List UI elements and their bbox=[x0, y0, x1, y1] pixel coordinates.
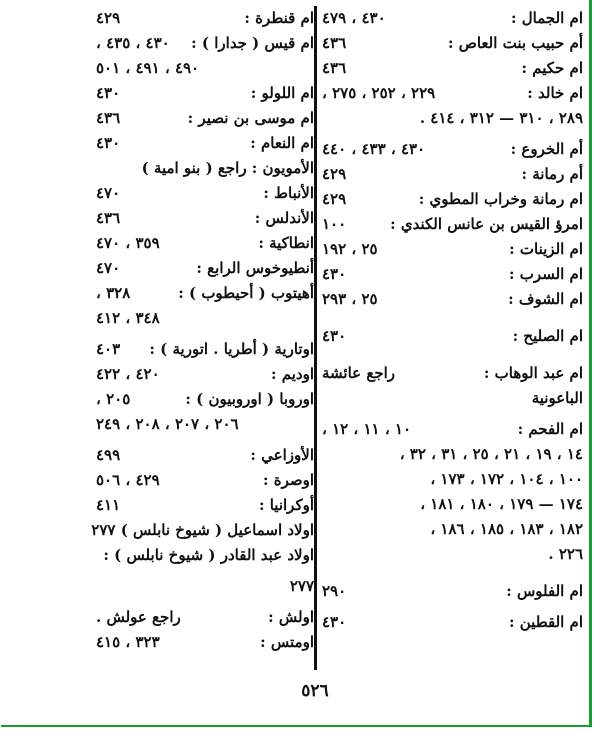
index-entry: الأندلس : ٤٣٦ bbox=[96, 209, 314, 227]
index-entry: ام رمانة وخراب المطوي : ٤٢٩ bbox=[322, 190, 583, 208]
index-entry: ام خالد : ٢٢٩ ، ٢٥٢ ، ٢٧٥ ، bbox=[322, 84, 583, 102]
index-entry: أم الخروع : ٤٣٠ ، ٤٣٣ ، ٤٤٠ bbox=[322, 140, 583, 158]
index-entry: اوتارية ( أطريا . اتورية ) : ٤٠٣ bbox=[96, 340, 314, 358]
index-entry: ام الجمال : ٤٣٠ ، ٤٧٩ bbox=[322, 9, 583, 27]
index-entry-continuation: ٣٤٨ ، ٤١٢ bbox=[96, 309, 160, 327]
index-entry: اوديم : ٤٢٠ ، ٤٢٢ bbox=[96, 365, 314, 383]
index-entry: اولش : راجع عولش . bbox=[96, 608, 314, 626]
index-entry: امرؤ القيس بن عانس الكندي : ١٠٠ bbox=[322, 215, 583, 233]
index-entry: ام موسى بن نصير : ٤٣٦ bbox=[96, 109, 314, 127]
index-entry: ام قيس ( جدارا ) : ٤٣٠ ، ٤٣٥ ، bbox=[96, 34, 314, 52]
page-number: ٥٢٦ bbox=[301, 681, 329, 701]
index-entry: ام الزينات : ٢٥ ، ١٩٢ bbox=[322, 240, 583, 258]
column-divider bbox=[314, 6, 317, 670]
index-entry: ام النعام : ٤٣٠ bbox=[96, 134, 314, 152]
index-entry: ام عبد الوهاب : راجع عائشة bbox=[322, 364, 583, 382]
index-entry-continuation: ٤٩٠ ، ٤٩١ ، ٥٠١ bbox=[96, 59, 200, 77]
index-entry: اولاد اسماعيل ( شيوخ نابلس ) ٢٧٧ bbox=[91, 521, 314, 539]
index-entry: انطاكية : ٣٥٩ ، ٤٧٠ bbox=[96, 234, 314, 252]
index-entry-continuation: الباعونية bbox=[531, 389, 583, 407]
index-entry-continuation: ١٤ ، ١٩ ، ٢١ ، ٢٥ ، ٣١ ، ٣٢ ، bbox=[399, 445, 583, 463]
index-entry: أم رمانة : ٤٢٩ bbox=[322, 165, 583, 183]
index-entry: الأوزاعي : ٤٩٩ bbox=[96, 446, 314, 464]
index-entry: ام القطين : ٤٣٠ bbox=[322, 613, 583, 631]
index-entry: الأنباط : ٤٧٠ bbox=[96, 184, 314, 202]
index-entry: أهيتوب ( أحيطوب ) : ٣٢٨ ، bbox=[96, 284, 314, 302]
index-entry: اومتس : ٣٢٣ ، ٤١٥ bbox=[96, 633, 314, 651]
index-entry: ام الفحم : ١٠ ، ١١ ، ١٢ ، bbox=[322, 420, 583, 438]
index-entry: ام الفلوس : ٢٩٠ bbox=[322, 582, 583, 600]
index-entry: ام اللولو : ٤٣٠ bbox=[96, 84, 314, 102]
index-entry-continuation: ٢٠٦ ، ٢٠٧ ، ٢٠٨ ، ٢٤٩ bbox=[96, 415, 239, 433]
index-entry: ام الشوف : ٢٥ ، ٢٩٣ bbox=[322, 290, 583, 308]
index-entry: اوروبا ( اوروبيون ) : ٢٠٥ ، bbox=[96, 390, 314, 408]
index-entry: أم حبيب بنت العاص : ٤٣٦ bbox=[322, 34, 583, 52]
index-entry: ام حكيم : ٤٣٦ bbox=[322, 59, 583, 77]
index-entry: ام السرب : ٤٣٠ bbox=[322, 265, 583, 283]
index-entry: اوصرة : ٤٢٩ ، ٥٠٦ bbox=[96, 471, 314, 489]
index-entry: أنطيوخوس الرابع : ٤٧٠ bbox=[96, 259, 314, 277]
index-entry-continuation: ١٨٢ ، ١٨٣ ، ١٨٥ ، ١٨٦ ، bbox=[430, 520, 583, 538]
index-entry-continuation: ٢٢٦ . bbox=[548, 545, 583, 563]
index-entry-continuation: ١٠٠ ، ١٠٤ ، ١٧٢ ، ١٧٣ ، bbox=[430, 470, 583, 488]
index-entry: اولاد عبد القادر ( شيوخ نابلس ) : bbox=[103, 546, 314, 564]
index-entry: أوكرانيا : ٤١١ bbox=[96, 496, 314, 514]
index-entry: ام قنطرة : ٤٢٩ bbox=[96, 9, 314, 27]
index-entry: ام الصليح : ٤٣٠ bbox=[322, 327, 583, 345]
index-entry: الأمويون : راجع ( بنو امية ) bbox=[141, 159, 314, 177]
index-column-right bbox=[322, 6, 583, 635]
index-entry-continuation: ٢٨٩ ، ٣١٠ — ٣١٢ ، ٤١٤ . bbox=[419, 109, 583, 127]
index-entry-continuation: ١٧٤ — ١٧٩ ، ١٨٠ ، ١٨١ ، bbox=[420, 495, 583, 513]
index-column-left bbox=[91, 6, 314, 655]
index-entry-continuation: ٢٧٧ bbox=[289, 577, 314, 595]
